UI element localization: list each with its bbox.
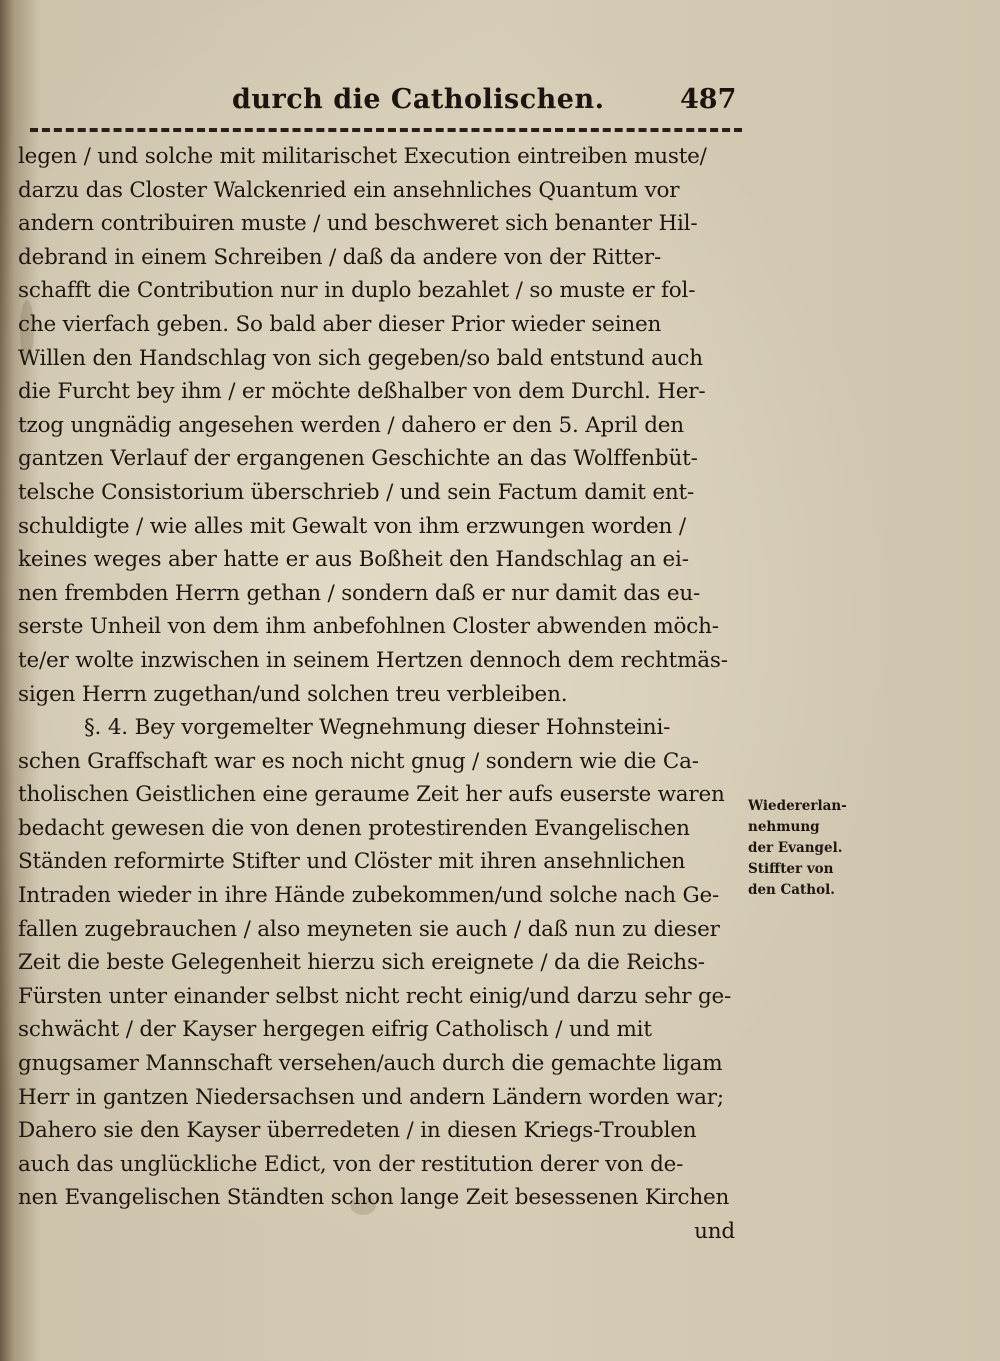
margin-note-line: nehmung [748, 819, 820, 835]
text-line: Intraden wieder in ihre Hände zubekommen/und solche nach Ge- [18, 883, 720, 909]
text-line: nen Evangelischen Ständten schon lange Zeit besessenen Kirchen [18, 1185, 730, 1211]
text-line: bedacht gewesen die von denen protestirenden Evangelischen [18, 815, 690, 841]
text-line: sigen Herrn zugethan/und solchen treu verbleiben. [18, 681, 568, 707]
text-line: gantzen Verlauf der ergangenen Geschichte an das Wolffenbüt- [18, 446, 698, 472]
text-line: fallen zugebrauchen / also meyneten sie auch / daß nun zu dieser [18, 916, 720, 942]
text-line: te/er wolte inzwischen in seinem Hertzen dennoch dem rechtmäs- [18, 647, 728, 673]
text-line: Zeit die beste Gelegenheit hierzu sich ereignete / da die Reichs- [18, 950, 705, 976]
text-line: Herr in gantzen Niedersachsen und andern Ländern worden war; [18, 1084, 724, 1110]
text-line: schen Graffschaft war es noch nicht gnug / sondern wie die Ca- [18, 748, 699, 774]
text-line: auch das unglückliche Edict, von der restitution derer von de- [18, 1151, 684, 1177]
paragraph-start-line: §. 4. Bey vorgemelter Wegnehmung dieser Hohnsteini- [84, 715, 671, 741]
text-line: tholischen Geistlichen eine geraume Zeit her aufs euserste waren [18, 782, 725, 808]
text-line: Willen den Handschlag von sich gegeben/so bald entstund auch [18, 345, 703, 371]
header-rule [30, 128, 742, 132]
text-body [18, 140, 753, 1249]
margin-note-line: den Cathol. [748, 882, 835, 898]
text-line: gnugsamer Mannschaft versehen/auch durch die gemachte ligam [18, 1051, 723, 1077]
text-line: serste Unheil von dem ihm anbefohlnen Closter abwenden möch- [18, 614, 719, 640]
text-line: nen frembden Herrn gethan / sondern daß er nur damit das eu- [18, 580, 701, 606]
text-line: che vierfach geben. So bald aber dieser Prior wieder seinen [18, 311, 662, 337]
margin-note [748, 796, 860, 901]
text-line: Ständen reformirte Stifter und Clöster mit ihren ansehnlichen [18, 849, 686, 875]
page-number: 487 [680, 84, 737, 115]
margin-note-line: Stiffter von [748, 861, 834, 877]
text-line: legen / und solche mit militarischet Execution eintreiben muste/ [18, 144, 707, 169]
running-head: durch die Catholischen. [232, 84, 605, 115]
text-line: keines weges aber hatte er aus Boßheit den Handschlag an ei- [18, 547, 689, 573]
catchword: und [694, 1219, 735, 1244]
text-line: Fürsten unter einander selbst nicht recht einig/und darzu sehr ge- [18, 983, 732, 1009]
text-line: debrand in einem Schreiben / daß da andere von der Ritter- [18, 244, 662, 270]
page-header [0, 84, 1000, 132]
margin-note-line: der Evangel. [748, 840, 843, 856]
text-line: die Furcht bey ihm / er möchte deßhalber von dem Durchl. Her- [18, 379, 706, 405]
text-line: telsche Consistorium überschrieb / und sein Factum damit ent- [18, 479, 695, 505]
text-line: schuldigte / wie alles mit Gewalt von ihm erzwungen worden / [18, 513, 686, 539]
text-line: tzog ungnädig angesehen werden / dahero er den 5. April den [18, 412, 684, 438]
text-line: schafft die Contribution nur in duplo bezahlet / so muste er fol- [18, 278, 696, 304]
text-line: darzu das Closter Walckenried ein ansehnliches Quantum vor [18, 177, 680, 203]
text-line: andern contribuiren muste / und beschweret sich benanter Hil- [18, 211, 698, 237]
margin-note-line: Wiedererlan- [748, 798, 847, 814]
text-line: schwächt / der Kayser hergegen eifrig Catholisch / und mit [18, 1017, 652, 1043]
text-line: Dahero sie den Kayser überredeten / in diesen Kriegs-Troublen [18, 1118, 697, 1144]
